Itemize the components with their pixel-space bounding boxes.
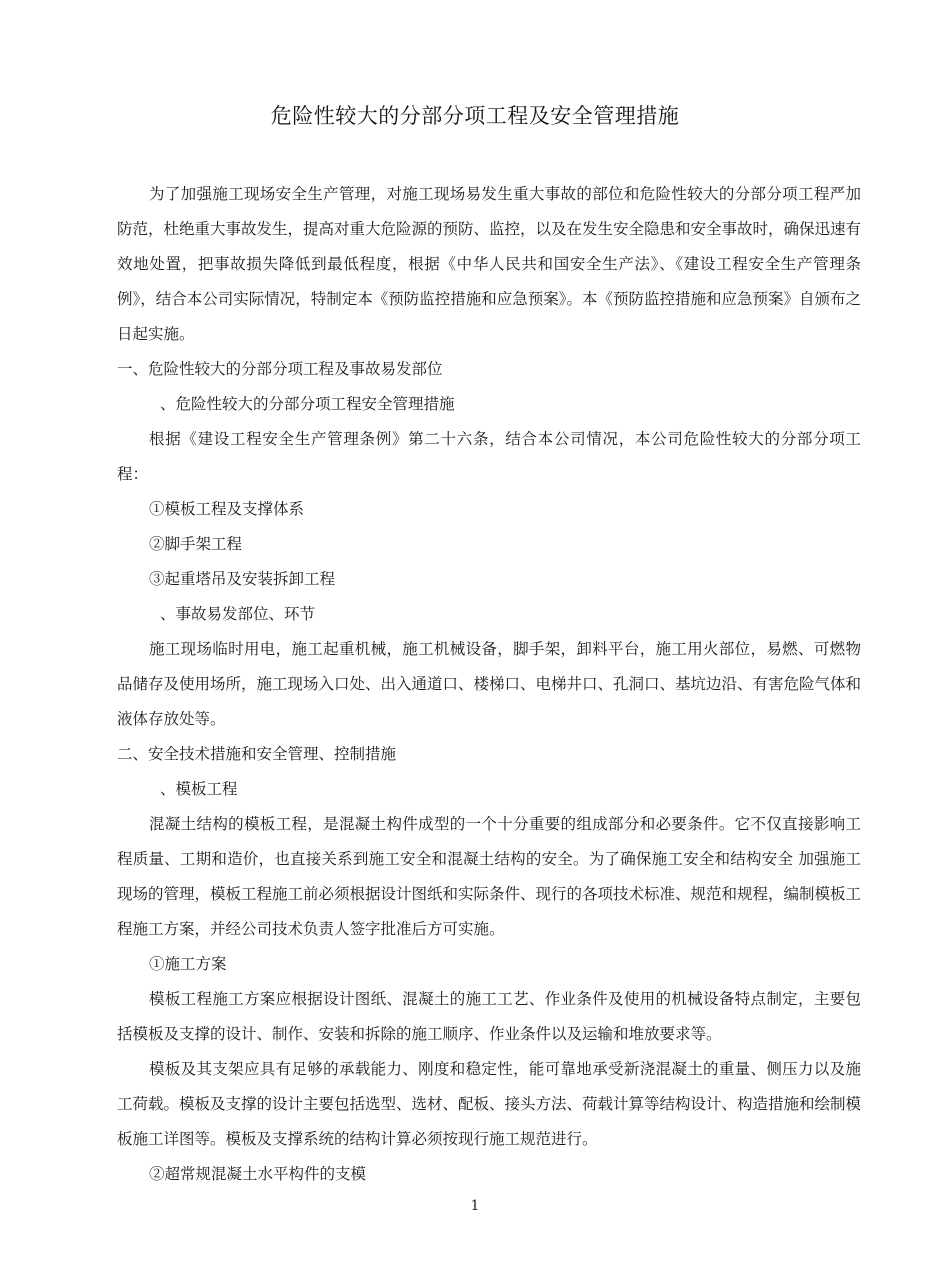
body-paragraph: 混凝土结构的模板工程，是混凝土构件成型的一个十分重要的组成部分和必要条件。它不仅直接影响工程质量、工期和造价，也直接关系到施工安全和混凝土结构的安全。为了确保施工安全和结构安全 加强施工现场的管理，模板工程施工前必须根据设计图纸和实际条件、现行的各项技术标准、规范和规程，编制模板工程施工方案，并经公司技术负责人签字批准后方可实施。 (117, 815, 862, 938)
body-paragraph: 施工现场临时用电，施工起重机械，施工机械设备，脚手架，卸料平台，施工用火部位，易燃、可燃物品储存及使用场所，施工现场入口处、出入通道口、楼梯口、电梯井口、孔洞口、基坑边沿、有害危险气体和液体存放处等。 (117, 640, 862, 728)
subsection-heading: 、事故易发部位、环节 (160, 605, 316, 623)
body-paragraph: 根据《建设工程安全生产管理条例》第二十六条，结合本公司情况，本公司危险性较大的分部分项工程： (117, 430, 861, 483)
list-item: ③起重塔吊及安装拆卸工程 (149, 570, 336, 588)
section-heading-2: 二、安全技术措施和安全管理、控制措施 (117, 745, 397, 763)
list-item: ②脚手架工程 (149, 535, 243, 553)
body-paragraph: 模板工程施工方案应根据设计图纸、混凝土的施工工艺、作业条件及使用的机械设备特点制定，主要包括模板及支撑的设计、制作、安装和拆除的施工顺序、作业条件以及运输和堆放要求等。 (117, 990, 861, 1043)
subsection-heading: 、危险性较大的分部分项工程安全管理措施 (160, 395, 455, 413)
intro-paragraph: 为了加强施工现场安全生产管理，对施工现场易发生重大事故的部位和危险性较大的分部分项工程严加防范，杜绝重大事故发生，提高对重大危险源的预防、监控，以及在发生安全隐患和安全事故时，确保迅速有效地处置，把事故损失降低到最低程度，根据《中华人民共和国安全生产法》、《建设工程安全生产管理条例》，结合本公司实际情况，特制定本《预防监控措施和应急预案》。本《预防监控措施和应急预案》自颁布之日起实施。 (117, 185, 862, 343)
section-heading-1: 一、危险性较大的分部分项工程及事故易发部位 (117, 360, 443, 378)
list-item: ②超常规混凝土水平构件的支模 (149, 1165, 367, 1183)
list-item: ①模板工程及支撑体系 (149, 500, 305, 518)
list-item: ①施工方案 (149, 955, 227, 973)
page-number: 1 (470, 1198, 480, 1214)
document-title: 危险性较大的分部分项工程及安全管理措施 (270, 104, 680, 128)
document-body (117, 177, 861, 1192)
body-paragraph: 模板及其支架应具有足够的承载能力、刚度和稳定性，能可靠地承受新浇混凝土的重量、侧压力以及施工荷载。模板及支撑的设计主要包括选型、选材、配板、接头方法、荷载计算等结构设计、构造措施和绘制模板施工详图等。模板及支撑系统的结构计算必须按现行施工规范进行。 (117, 1060, 862, 1148)
subsection-heading: 、模板工程 (160, 780, 238, 798)
